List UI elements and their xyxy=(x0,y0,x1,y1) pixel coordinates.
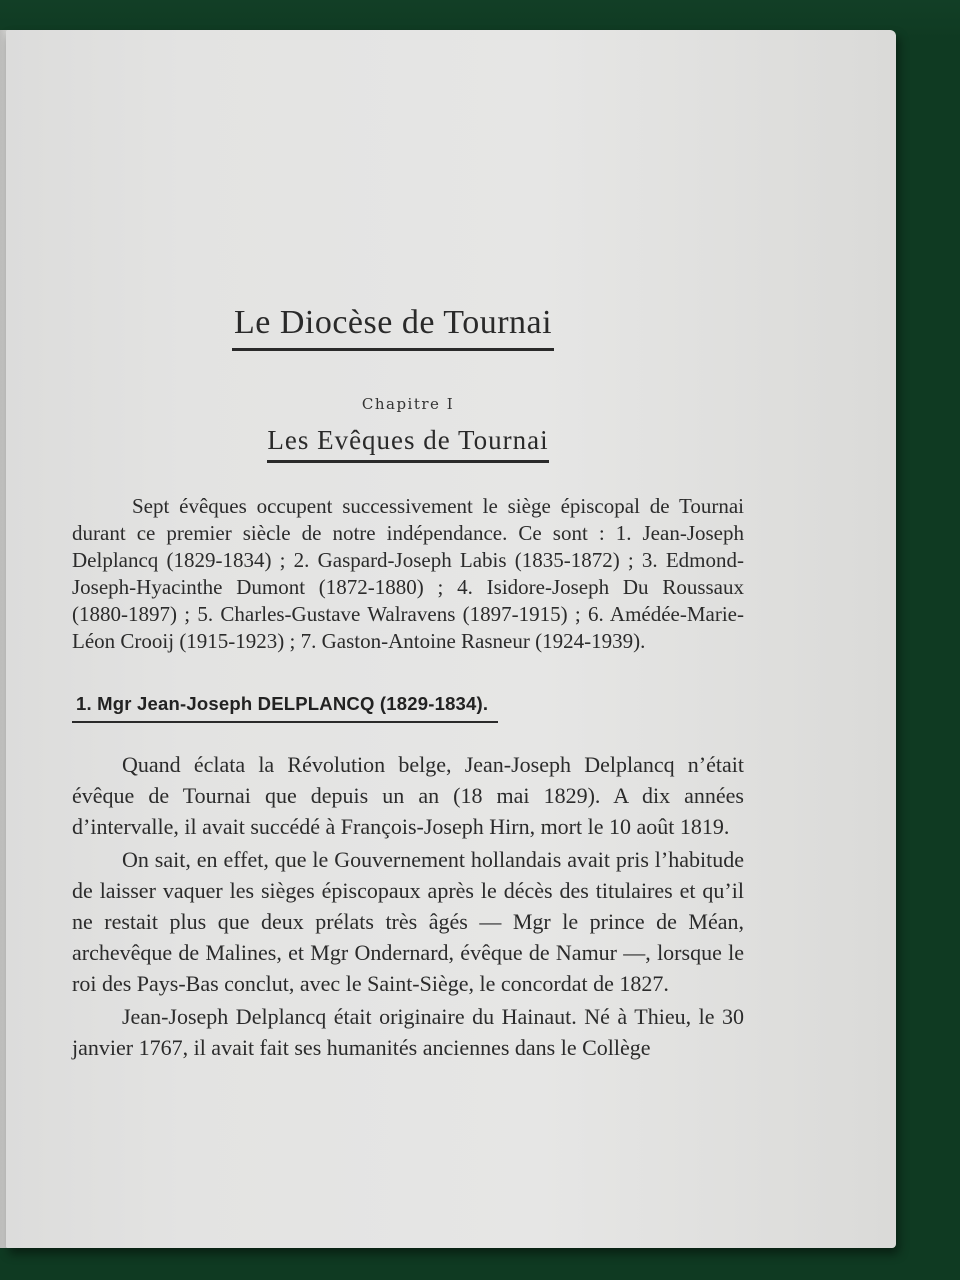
title-wrap xyxy=(42,280,744,351)
body-paragraph: Jean-Joseph Delplancq était originaire du Hainaut. Né à Thieu, le 30 janvier 1767, il avait fait ses humanités anciennes dans le Collège xyxy=(72,1004,744,1060)
chapter-title-wrap xyxy=(72,425,744,463)
section-heading-wrap xyxy=(72,655,744,723)
body-paragraph: Quand éclata la Révolution belge, Jean-Joseph Delplancq n’était évêque de Tournai que depuis un an (18 mai 1829). A dix années d’intervalle, il avait succédé à François-Joseph Hirn, mort le 10 août 1819. xyxy=(72,752,744,839)
section-heading: 1. Mgr Jean-Joseph DELPLANCQ (1829-1834). xyxy=(72,693,498,723)
chapter-label-text: Chapitre I xyxy=(361,395,455,413)
page-content xyxy=(72,280,744,1063)
intro-paragraph: Sept évêques occupent successivement le siège épiscopal de Tournai durant ce premier siècle de notre indépendance. Ce sont : 1. Jean-Joseph Delplancq (1829-1834) ; 2. Gaspard-Joseph Labis (1835-1872) ; 3. Edmond-Joseph-Hyacinthe Dumont (1872-1880) ; 4. Isidore-Joseph Du Roussaux (1880-1897) ; 5. Charles-Gustave Walravens (1897-1915) ; 6. Amédée-Marie-Léon Crooij (1915-1923) ; 7. Gaston-Antoine Rasneur (1924-1939). xyxy=(72,494,744,653)
chapter-title: Les Evêques de Tournai xyxy=(267,425,548,463)
chapter-label xyxy=(72,395,744,413)
body-paragraph: On sait, en effet, que le Gouvernement hollandais avait pris l’habitude de laisser vaquer les sièges épiscopaux après le décès des titulaires et qu’il ne restait plus que deux prélats très âgés — Mgr le prince de Méan, archevêque de Malines, et Mgr Ondernard, évêque de Namur —, lorsque le roi des Pays-Bas conclut, avec le Saint-Siège, le concordat de 1827. xyxy=(72,847,744,996)
page-title: Le Diocèse de Tournai xyxy=(232,304,554,351)
